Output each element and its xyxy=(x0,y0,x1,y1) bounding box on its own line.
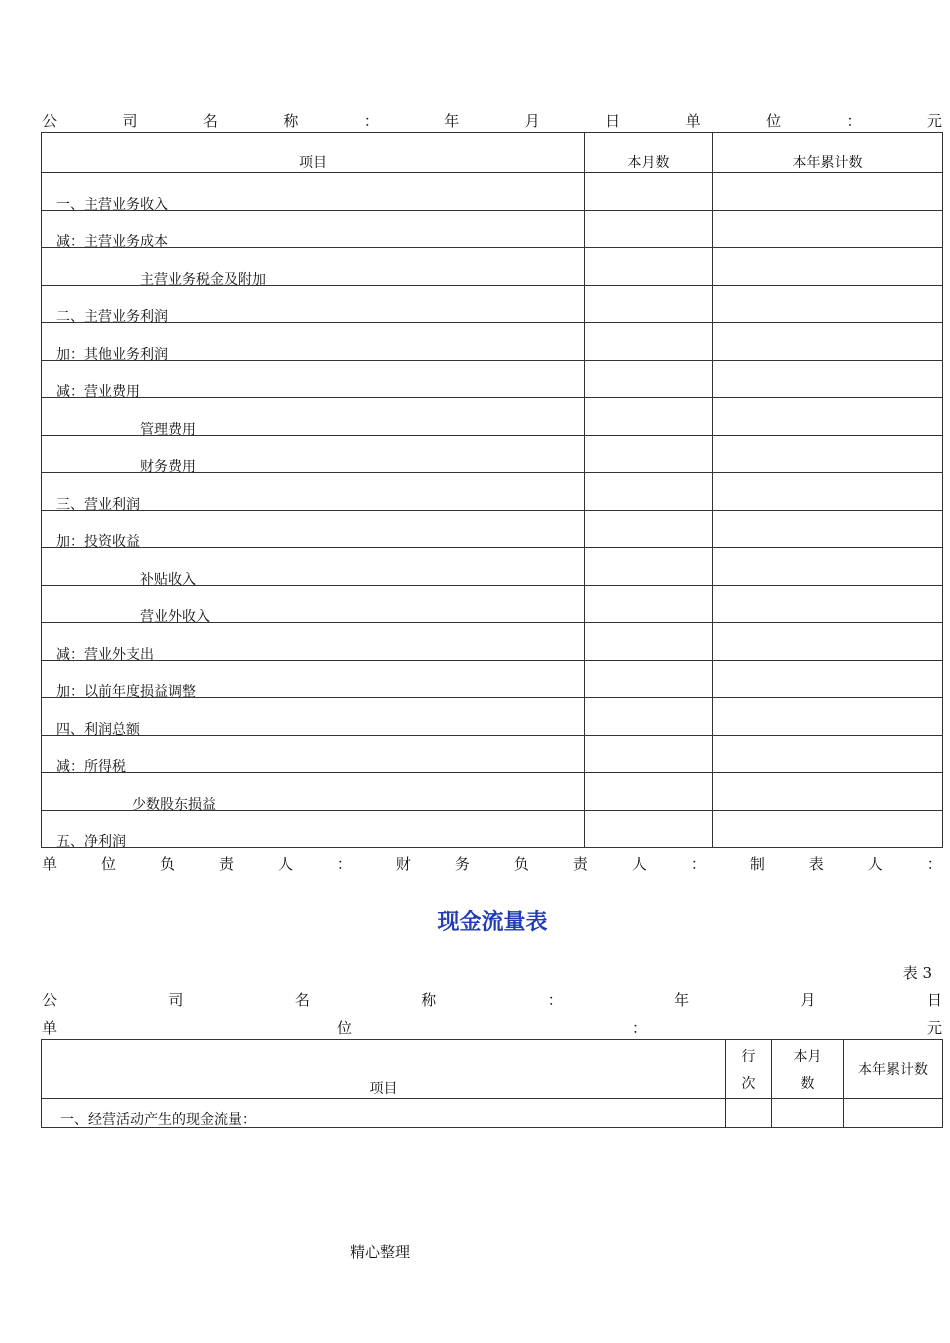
ytd-cell xyxy=(713,173,943,211)
signature-char: ： xyxy=(690,855,706,873)
ytd-cell xyxy=(713,210,943,248)
signature-char: 位 xyxy=(100,855,116,873)
row-label: 补贴收入 xyxy=(140,571,196,588)
month-cell xyxy=(585,773,713,811)
signature-char: 表 xyxy=(808,855,824,873)
row-label-cell xyxy=(42,248,585,286)
cashflow-header-char: 司 xyxy=(168,991,184,1009)
column-header-item: 项目 xyxy=(42,133,585,173)
row-label: 减：所得税 xyxy=(56,759,126,775)
row-label: 减：营业外支出 xyxy=(56,646,154,663)
cashflow-title: 现金流量表 xyxy=(437,910,548,935)
cashflow-header-unit xyxy=(42,1019,942,1037)
table-header-row xyxy=(42,1040,943,1099)
ytd-cell xyxy=(713,285,943,323)
row-label: 减：主营业务成本 xyxy=(56,234,168,250)
income-header-char: 年 xyxy=(444,112,460,130)
cashflow-unit-char: 单 xyxy=(42,1019,58,1037)
ytd-cell xyxy=(713,510,943,548)
income-header-char: 元 xyxy=(926,112,942,130)
signature-char: 人 xyxy=(277,855,293,873)
signature-char: 制 xyxy=(749,855,765,873)
income-header-char: 公 xyxy=(42,112,58,130)
row-label-cell xyxy=(42,510,585,548)
month-cell xyxy=(585,735,713,773)
row-label: 加：以前年度损益调整 xyxy=(56,684,196,700)
table-row xyxy=(42,735,943,773)
month-cell xyxy=(585,323,713,361)
signature-char: 单 xyxy=(42,855,58,873)
income-header-char: 月 xyxy=(524,112,540,130)
row-label-cell xyxy=(42,698,585,736)
row-label-cell xyxy=(42,323,585,361)
income-header-char: ： xyxy=(363,112,379,130)
row-label: 财务费用 xyxy=(140,459,196,475)
signature-line xyxy=(42,855,942,873)
cashflow-header-char: 年 xyxy=(674,991,690,1009)
table-row xyxy=(42,210,943,248)
month-cell xyxy=(585,398,713,436)
row-label: 二、主营业务利润 xyxy=(56,309,168,325)
ytd-cell xyxy=(713,323,943,361)
ytd-cell xyxy=(713,698,943,736)
ytd-cell xyxy=(713,435,943,473)
row-label-cell xyxy=(42,473,585,511)
table-row xyxy=(42,473,943,511)
table-row xyxy=(42,398,943,436)
table-row xyxy=(42,548,943,586)
ytd-cell xyxy=(713,585,943,623)
signature-char: 人 xyxy=(867,855,883,873)
ytd-cell xyxy=(713,360,943,398)
row-label-cell xyxy=(42,173,585,211)
row-label: 三、营业利润 xyxy=(56,496,140,513)
column-header-ytd: 本年累计数 xyxy=(844,1040,943,1099)
ytd-cell xyxy=(713,473,943,511)
month-cell xyxy=(585,510,713,548)
month-cell xyxy=(585,435,713,473)
table-row xyxy=(42,623,943,661)
income-header-char: 日 xyxy=(605,112,621,130)
income-header-char: 名 xyxy=(202,112,218,130)
table-row xyxy=(42,660,943,698)
row-label: 管理费用 xyxy=(140,421,196,438)
row-label: 加：投资收益 xyxy=(56,534,140,550)
income-header-char: 位 xyxy=(766,112,782,130)
signature-char: 务 xyxy=(454,855,470,873)
table-row xyxy=(42,585,943,623)
row-label-cell xyxy=(42,735,585,773)
income-statement-header xyxy=(42,112,942,130)
month-cell xyxy=(585,660,713,698)
month-cell xyxy=(585,210,713,248)
signature-char: 责 xyxy=(572,855,588,873)
row-label: 四、利润总额 xyxy=(56,721,140,738)
line-cell xyxy=(726,1099,772,1128)
cashflow-unit-char: 元 xyxy=(926,1019,942,1037)
cashflow-header-char: 名 xyxy=(294,991,310,1009)
row-label-cell xyxy=(42,773,585,811)
ytd-cell xyxy=(713,660,943,698)
page-footer: 精心整理 xyxy=(349,1243,410,1261)
signature-char: 责 xyxy=(218,855,234,873)
row-label: 一、主营业务收入 xyxy=(56,196,168,213)
row-label-cell xyxy=(42,660,585,698)
cashflow-unit-char: ： xyxy=(631,1019,647,1037)
month-cell xyxy=(585,810,713,848)
ytd-cell xyxy=(713,548,943,586)
signature-char: 财 xyxy=(395,855,411,873)
ytd-cell xyxy=(713,623,943,661)
row-label: 加：其他业务利润 xyxy=(56,346,168,363)
income-header-char: 司 xyxy=(122,112,138,130)
table-row xyxy=(42,773,943,811)
row-label-cell xyxy=(42,360,585,398)
ytd-cell xyxy=(713,398,943,436)
table-row xyxy=(42,173,943,211)
table-row xyxy=(42,435,943,473)
row-label-cell xyxy=(42,585,585,623)
ytd-cell xyxy=(713,248,943,286)
row-label: 五、净利润 xyxy=(56,834,126,850)
cashflow-header-company xyxy=(42,991,942,1009)
month-cell xyxy=(772,1099,844,1128)
column-header-month: 本月 数 xyxy=(772,1040,844,1099)
row-label: 营业外收入 xyxy=(140,609,210,625)
table-row xyxy=(42,1099,943,1128)
ytd-cell xyxy=(713,810,943,848)
row-label-cell xyxy=(42,548,585,586)
table-row xyxy=(42,248,943,286)
row-label: 主营业务税金及附加 xyxy=(140,271,266,288)
table-row xyxy=(42,323,943,361)
signature-char: 人 xyxy=(631,855,647,873)
ytd-cell xyxy=(713,773,943,811)
row-label: 减：营业费用 xyxy=(56,384,140,400)
income-header-char: 称 xyxy=(283,112,299,130)
row-label: 少数股东损益 xyxy=(132,796,216,813)
signature-char: ： xyxy=(926,855,942,873)
table-header-row xyxy=(42,133,943,173)
cashflow-header-char: 公 xyxy=(42,991,58,1009)
income-header-char: ： xyxy=(846,112,862,130)
table-row xyxy=(42,698,943,736)
row-label-cell xyxy=(42,398,585,436)
column-header-ytd: 本年累计数 xyxy=(713,133,943,173)
cashflow-header-char: 称 xyxy=(421,991,437,1009)
month-cell xyxy=(585,248,713,286)
signature-char: 负 xyxy=(159,855,175,873)
month-cell xyxy=(585,360,713,398)
income-statement-table xyxy=(41,132,943,848)
cashflow-table xyxy=(41,1039,943,1128)
table-row xyxy=(42,810,943,848)
column-header-month: 本月数 xyxy=(585,133,713,173)
table-row xyxy=(42,360,943,398)
signature-char: 负 xyxy=(513,855,529,873)
cashflow-unit-char: 位 xyxy=(336,1019,352,1037)
row-label-cell xyxy=(42,810,585,848)
month-cell xyxy=(585,285,713,323)
income-header-char: 单 xyxy=(685,112,701,130)
cashflow-header-char: ： xyxy=(547,991,563,1009)
month-cell xyxy=(585,173,713,211)
row-label-cell xyxy=(42,210,585,248)
signature-char: ： xyxy=(336,855,352,873)
table-row xyxy=(42,285,943,323)
row-label: 一、经营活动产生的现金流量： xyxy=(42,1099,726,1128)
month-cell xyxy=(585,623,713,661)
row-label-cell xyxy=(42,285,585,323)
cashflow-header-char: 月 xyxy=(800,991,816,1009)
ytd-cell xyxy=(713,735,943,773)
month-cell xyxy=(585,585,713,623)
month-cell xyxy=(585,548,713,586)
month-cell xyxy=(585,473,713,511)
table-row xyxy=(42,510,943,548)
month-cell xyxy=(585,698,713,736)
column-header-line: 行 次 xyxy=(726,1040,772,1099)
table-number: 表 3 xyxy=(902,964,932,982)
ytd-cell xyxy=(844,1099,943,1128)
cashflow-header-char: 日 xyxy=(926,991,942,1009)
row-label-cell xyxy=(42,623,585,661)
row-label-cell xyxy=(42,435,585,473)
column-header-item: 项目 xyxy=(42,1040,726,1099)
